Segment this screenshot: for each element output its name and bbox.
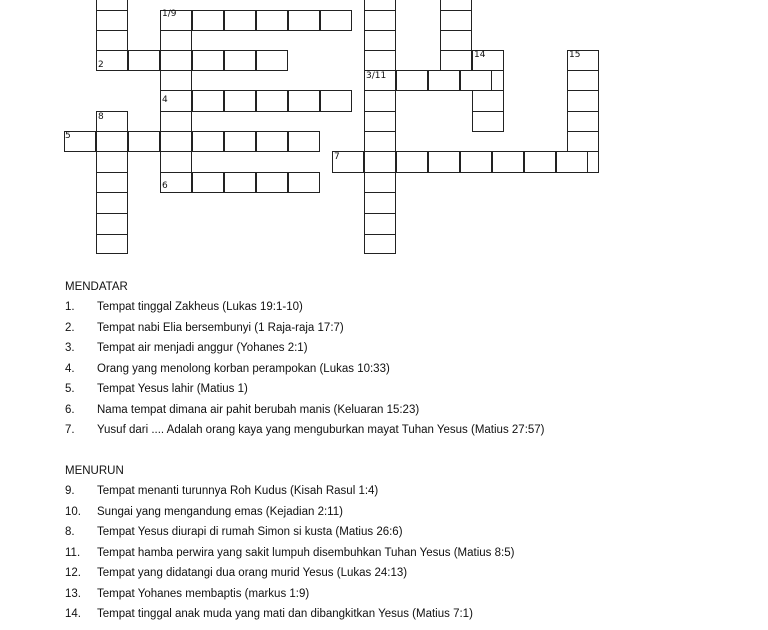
- grid-cell[interactable]: [396, 70, 428, 91]
- clue-number: 11.: [65, 546, 81, 559]
- clue-item: [65, 342, 745, 358]
- clue-number: 12.: [65, 567, 81, 579]
- grid-cell[interactable]: [256, 50, 288, 71]
- clue-item: [65, 383, 745, 399]
- grid-cell[interactable]: [96, 234, 128, 254]
- grid-cell[interactable]: [364, 192, 396, 214]
- grid-cell[interactable]: [224, 172, 256, 193]
- grid-cell[interactable]: [364, 111, 396, 132]
- clue-text: Yusuf dari .... Adalah orang kaya yang menguburkan mayat Tuhan Yesus (Matius 27:57): [97, 424, 545, 436]
- grid-cell[interactable]: [224, 131, 256, 152]
- clue-number-label: 3/11: [366, 71, 387, 81]
- grid-cell[interactable]: [428, 70, 460, 91]
- clue-number: 6.: [65, 403, 75, 416]
- grid-cell[interactable]: [96, 30, 128, 51]
- clue-text: Tempat nabi Elia bersembunyi (1 Raja-raja 17:7): [97, 321, 344, 334]
- grid-cell[interactable]: [256, 172, 288, 193]
- grid-cell[interactable]: [160, 151, 192, 173]
- grid-cell[interactable]: [428, 151, 460, 173]
- clue-number: 4.: [65, 362, 75, 375]
- grid-cell[interactable]: [288, 131, 320, 152]
- clue-number: 7.: [65, 424, 75, 436]
- clue-number-label: 14: [474, 50, 486, 60]
- clue-number: 3.: [65, 342, 75, 354]
- grid-cell[interactable]: [96, 172, 128, 193]
- grid-cell[interactable]: [128, 131, 160, 152]
- down-heading: MENURUN: [65, 465, 124, 477]
- grid-cell[interactable]: [440, 30, 472, 51]
- clue-item: [65, 485, 745, 501]
- grid-cell[interactable]: [256, 90, 288, 112]
- grid-cell[interactable]: [256, 131, 288, 152]
- grid-cell[interactable]: [224, 10, 256, 31]
- clue-number-label: 6: [162, 181, 168, 191]
- grid-cell[interactable]: [460, 70, 492, 91]
- grid-cell[interactable]: [320, 90, 352, 112]
- grid-cell[interactable]: [256, 10, 288, 31]
- grid-cell[interactable]: [160, 30, 192, 51]
- grid-cell[interactable]: [364, 131, 396, 152]
- clue-number: 9.: [65, 485, 75, 497]
- clue-item: [65, 547, 745, 563]
- grid-cell[interactable]: [440, 10, 472, 31]
- grid-cell[interactable]: [364, 213, 396, 235]
- grid-cell[interactable]: [556, 151, 588, 173]
- grid-cell[interactable]: [524, 151, 556, 173]
- grid-cell[interactable]: [128, 50, 160, 71]
- clue-text: Tempat hamba perwira yang sakit lumpuh disembuhkan Tuhan Yesus (Matius 8:5): [97, 546, 515, 559]
- grid-cell[interactable]: [396, 151, 428, 173]
- grid-cell[interactable]: [96, 10, 128, 31]
- grid-cell[interactable]: [364, 10, 396, 31]
- clue-text: Tempat tinggal anak muda yang mati dan dibangkitkan Yesus (Matius 7:1): [97, 608, 473, 620]
- grid-cell[interactable]: [160, 70, 192, 91]
- clue-text: Tempat Yesus diurapi di rumah Simon si kusta (Matius 26:6): [97, 526, 403, 538]
- grid-cell[interactable]: [160, 131, 192, 152]
- grid-cell[interactable]: [192, 10, 224, 31]
- clue-number-label: 4: [162, 95, 168, 105]
- grid-cell[interactable]: [567, 70, 599, 91]
- clue-text: Tempat tinggal Zakheus (Lukas 19:1-10): [97, 301, 303, 313]
- clue-item: [65, 363, 745, 379]
- grid-cell[interactable]: [440, 50, 472, 71]
- clue-text: Nama tempat dimana air pahit berubah manis (Keluaran 15:23): [97, 403, 420, 416]
- grid-cell[interactable]: [192, 172, 224, 193]
- grid-cell[interactable]: [288, 10, 320, 31]
- grid-cell[interactable]: [364, 50, 396, 71]
- grid-cell[interactable]: [224, 50, 256, 71]
- grid-cell[interactable]: [364, 90, 396, 112]
- grid-cell[interactable]: [460, 151, 492, 173]
- grid-cell[interactable]: [288, 172, 320, 193]
- grid-cell[interactable]: [96, 213, 128, 235]
- clue-number-label: 1/9: [162, 9, 177, 19]
- grid-cell[interactable]: [472, 111, 504, 132]
- clue-number-label: 8: [98, 112, 104, 122]
- grid-cell[interactable]: [96, 151, 128, 173]
- grid-cell[interactable]: [567, 90, 599, 112]
- clue-text: Tempat menanti turunnya Roh Kudus (Kisah Rasul 1:4): [97, 485, 379, 497]
- crossword-grid: [0, 0, 768, 265]
- clue-number-label: 7: [334, 152, 340, 162]
- clue-number-label: 15: [569, 50, 581, 60]
- clue-number: 2.: [65, 321, 75, 334]
- clue-text: Orang yang menolong korban perampokan (Lukas 10:33): [97, 362, 390, 375]
- grid-cell[interactable]: [96, 192, 128, 214]
- clue-item: [65, 424, 745, 440]
- clue-item: [65, 404, 745, 420]
- clue-number: 1.: [65, 301, 75, 313]
- grid-cell[interactable]: [288, 90, 320, 112]
- clue-number: 14.: [65, 608, 81, 620]
- grid-cell[interactable]: [192, 50, 224, 71]
- clue-text: Tempat Yesus lahir (Matius 1): [97, 383, 248, 395]
- grid-cell[interactable]: [192, 90, 224, 112]
- grid-cell[interactable]: [567, 131, 599, 152]
- clue-text: Sungai yang mengandung emas (Kejadian 2:11): [97, 505, 343, 518]
- grid-cell[interactable]: [364, 151, 396, 173]
- grid-cell[interactable]: [364, 234, 396, 254]
- clue-number-label: 5: [65, 131, 71, 141]
- clue-item: [65, 526, 745, 542]
- grid-cell[interactable]: [192, 131, 224, 152]
- clue-number: 8.: [65, 526, 75, 538]
- clue-number: 13.: [65, 587, 81, 600]
- grid-cell[interactable]: [320, 10, 352, 31]
- clue-item: [65, 301, 745, 317]
- clue-text: Tempat air menjadi anggur (Yohanes 2:1): [97, 342, 308, 354]
- clue-item: [65, 567, 745, 583]
- grid-cell[interactable]: [160, 111, 192, 132]
- clue-item: [65, 608, 745, 624]
- grid-cell[interactable]: [567, 111, 599, 132]
- clue-item: [65, 322, 745, 338]
- clue-text: Tempat Yohanes membaptis (markus 1:9): [97, 587, 310, 600]
- grid-cell[interactable]: [96, 131, 128, 152]
- clue-number: 5.: [65, 383, 75, 395]
- grid-cell[interactable]: [364, 172, 396, 193]
- clue-number-label: 2: [98, 60, 104, 70]
- grid-cell[interactable]: [224, 90, 256, 112]
- clue-item: [65, 506, 745, 522]
- grid-cell[interactable]: [364, 30, 396, 51]
- grid-cell[interactable]: [160, 50, 192, 71]
- clue-number: 10.: [65, 505, 81, 518]
- across-heading: MENDATAR: [65, 281, 128, 293]
- clue-text: Tempat yang didatangi dua orang murid Yesus (Lukas 24:13): [97, 567, 408, 579]
- grid-cell[interactable]: [492, 151, 524, 173]
- clue-item: [65, 588, 745, 604]
- grid-cell[interactable]: [472, 90, 504, 112]
